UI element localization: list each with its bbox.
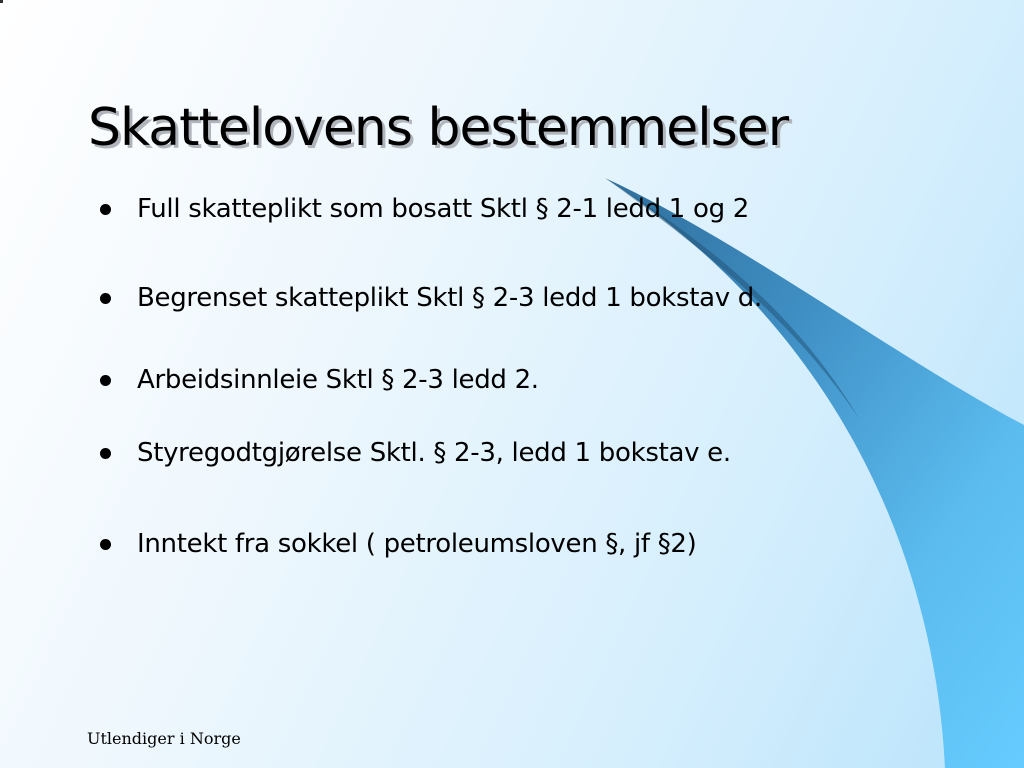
bullet-dot-icon <box>100 539 111 550</box>
swoosh-main <box>605 178 1024 768</box>
bullet-text: Arbeidsinnleie Sktl § 2-3 ledd 2. <box>137 365 539 395</box>
bullet-item <box>100 529 697 559</box>
bullet-dot-icon <box>100 375 111 386</box>
slide-footer: Utlendiger i Norge <box>87 729 241 748</box>
bullet-text: Inntekt fra sokkel ( petroleumsloven §, jf §2) <box>137 529 697 559</box>
bullet-item <box>100 438 731 468</box>
bullet-text: Full skatteplikt som bosatt Sktl § 2-1 ledd 1 og 2 <box>137 194 749 224</box>
bullet-dot-icon <box>100 204 111 215</box>
slide-title: Skattelovens bestemmelser <box>88 98 789 158</box>
bullet-item <box>100 283 762 313</box>
bullet-dot-icon <box>100 293 111 304</box>
bullet-dot-icon <box>100 448 111 459</box>
bullet-text: Begrenset skatteplikt Sktl § 2-3 ledd 1 bokstav d. <box>137 283 762 313</box>
bullet-text: Styregodtgjørelse Sktl. § 2-3, ledd 1 bokstav e. <box>137 438 731 468</box>
bullet-item <box>100 194 749 224</box>
corner-mark <box>0 0 3 3</box>
bullet-item <box>100 365 539 395</box>
